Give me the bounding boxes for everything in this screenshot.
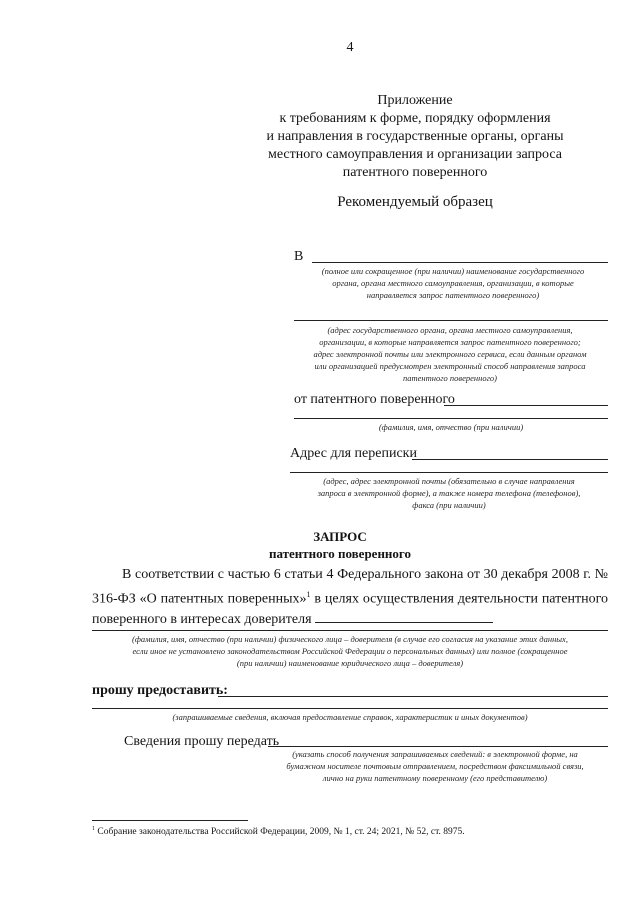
- correspondence-field-2[interactable]: [290, 472, 608, 473]
- page-number: 4: [346, 40, 354, 55]
- from-name-field[interactable]: [444, 405, 608, 406]
- request-hint: (запрашиваемые сведения, включая предоставление справок, характеристик и иных документов): [172, 712, 528, 722]
- principal-field-2[interactable]: [92, 630, 608, 631]
- appendix-line: и направления в государственные органы, органы: [266, 129, 564, 144]
- document-title: ЗАПРОС патентного поверенного: [268, 529, 412, 561]
- from-label: от патентного поверенного: [294, 392, 455, 407]
- principal-hint: (фамилия, имя, отчество (при наличии) физического лица – доверителя (в случае его согласия на указание этих данных, если иное не установлено законодательством Российской Федерации о персональных данных) или полное (сокращенное (при наличии) наименование юридического лица – доверителя): [132, 634, 568, 668]
- from-name-field-2[interactable]: [294, 418, 608, 419]
- appendix-line: местного самоуправления и организации запроса: [268, 147, 562, 162]
- footnote: $^1$ Собрание законодательства Российской Федерации, 2009, № 1, ст. 24; 2021, № 52, ст. 8975.: [92, 826, 465, 838]
- addressee-prefix: В: [294, 249, 304, 264]
- body-paragraph: В соответствии с частью 6 статьи 4 Федерального закона от 30 декабря 2008 г. № 316-ФЗ «О патентных поверенных»$^1$ в целях осуществления деятельности патентного поверенного в интересах доверителя: [92, 567, 608, 627]
- correspondence-label: Адрес для переписки: [290, 446, 417, 461]
- correspondence-field[interactable]: [412, 459, 608, 460]
- request-field[interactable]: [218, 696, 608, 697]
- request-label: прошу предоставить:: [92, 683, 228, 698]
- appendix-heading: [250, 92, 580, 182]
- from-hint: (фамилия, имя, отчество (при наличии): [378, 422, 524, 432]
- addressee-address-field[interactable]: [294, 320, 608, 321]
- appendix-line: к требованиям к форме, порядку оформления: [279, 111, 551, 126]
- correspondence-hint: (адрес, адрес электронной почты (обязательно в случае направления запроса в электронной форме), а также номера телефона (телефонов), факса (при наличии): [317, 476, 581, 510]
- appendix-line: патентного поверенного: [342, 165, 488, 180]
- footnote-mark: 1: [306, 590, 311, 599]
- footnote-divider: [92, 820, 248, 821]
- addressee-name-field[interactable]: [312, 262, 608, 263]
- addressee-name-hint: (полное или сокращенное (при наличии) наименование государственного органа, органа местного самоуправления, организации, в которые направляется запрос патентного поверенного): [321, 266, 585, 300]
- transfer-hint: (указать способ получения запрашиваемых сведений: в электронной форме, на бумажном носителе почтовым отправлением, посредством факсимильной связи, лично на руки патентному поверенному (его представителю): [286, 749, 584, 783]
- appendix-line: Приложение: [377, 93, 453, 108]
- request-field-2[interactable]: [92, 708, 608, 709]
- principal-field[interactable]: [315, 612, 493, 623]
- transfer-field[interactable]: [268, 746, 608, 747]
- addressee-address-hint: (адрес государственного органа, органа местного самоуправления, организации, в которые направляется запрос патентного поверенного; адрес электронной почты или электронного сервиса, если данным органом или организацией предусмотрен электронный способ направления запроса патентного поверенного): [313, 325, 587, 383]
- sample-label: Рекомендуемый образец: [337, 194, 493, 210]
- transfer-label: Сведения прошу передать: [124, 734, 280, 749]
